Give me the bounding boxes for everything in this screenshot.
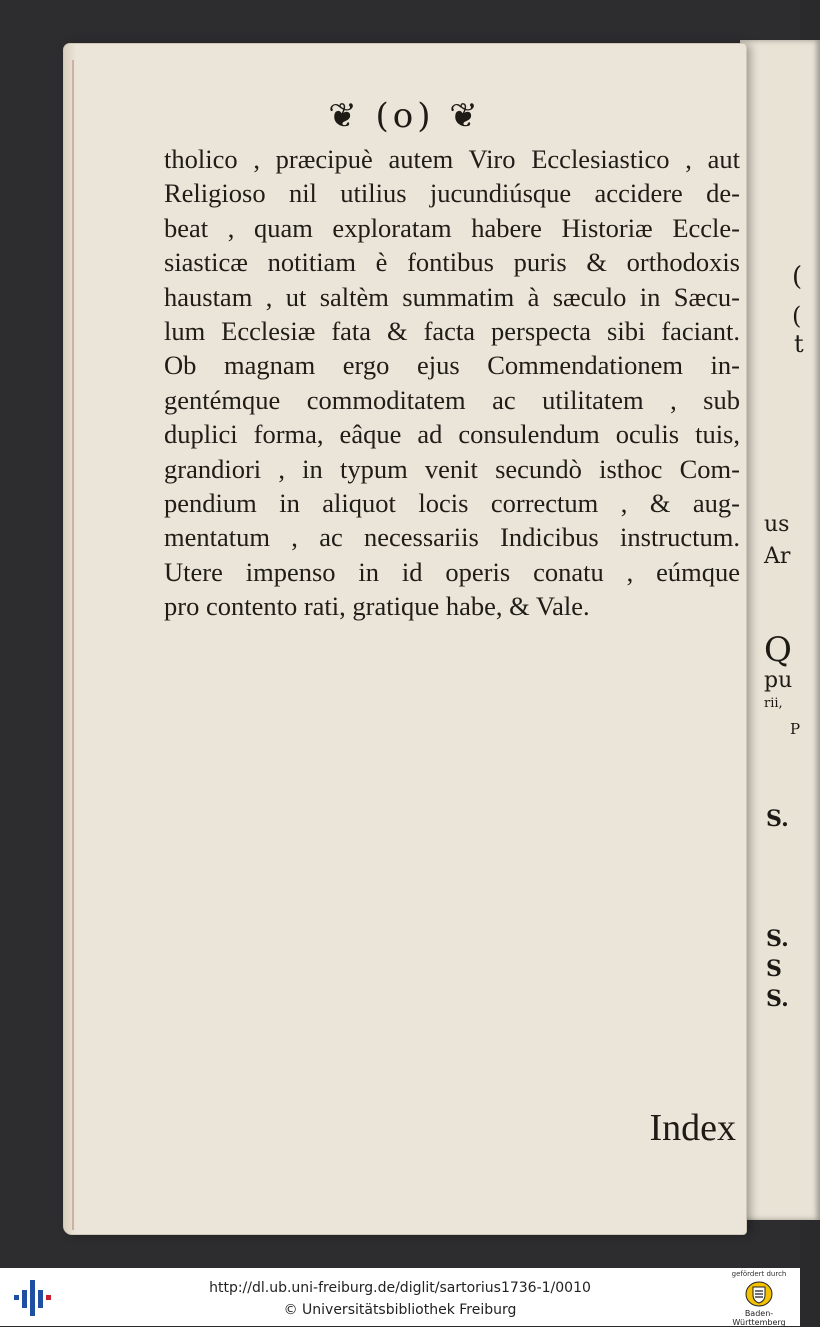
text-line: lum Ecclesiæ fata & facta perspecta sibi faciant. [164, 316, 740, 347]
text-line: gentémque commoditatem ac utilitatem , sub [164, 384, 740, 415]
facing-page-fragment: ( [792, 262, 803, 292]
facing-page-edge [740, 40, 820, 1220]
facing-page-fragment: Ar [764, 544, 791, 569]
sponsor-caption: gefördert durch [731, 1270, 787, 1278]
text-line: siasticæ notitiam è fontibus puris & orthodoxis [164, 247, 740, 278]
facing-page-fragment: Q [764, 630, 792, 670]
facing-page-fragment: P [790, 720, 801, 738]
text-line: grandiori , in typum venit secundò isthoc Com- [164, 453, 740, 484]
page-header-ornament: ❦ (o) ❦ [328, 96, 482, 136]
facing-page-fragment: S. [766, 926, 789, 952]
facing-page-fragment: S. [766, 806, 789, 832]
facing-page-fragment: rii, [764, 696, 783, 711]
facing-page-fragment: us [764, 512, 790, 537]
facing-page-fragment: pu [764, 668, 793, 693]
sponsor-name: Baden-Württemberg [732, 1309, 786, 1327]
copyright-notice: © Universitätsbibliothek Freiburg [283, 1302, 517, 1318]
page-edge-stain [72, 60, 74, 1230]
text-line: duplici forma, eâque ad consulendum oculis tuis, [164, 419, 740, 450]
page-body-text [164, 142, 740, 624]
text-line: pro contento rati, gratique habe, & Vale. [164, 591, 590, 622]
text-line: Religioso nil utilius jucundiúsque accidere de- [164, 178, 740, 209]
facing-page-fragment: S. [766, 986, 789, 1012]
text-line: pendium in aliquot locis correctum , & aug- [164, 488, 740, 519]
facing-page-fragment: t [794, 330, 804, 358]
viewer-footer [0, 1268, 800, 1326]
facing-page-fragment: S [766, 956, 782, 982]
catchword: Index [649, 1107, 736, 1149]
text-line: mentatum , ac necessariis Indicibus instructum. [164, 522, 740, 553]
book-page [64, 44, 746, 1234]
text-line: haustam , ut saltèm summatim à sæculo in Sæcu- [164, 281, 740, 312]
text-line: Utere impenso in id operis conatu , eúmque [164, 556, 740, 587]
facing-page-fragment: ( [792, 302, 802, 330]
permalink-url[interactable]: http://dl.ub.uni-freiburg.de/diglit/sartorius1736-1/0010 [209, 1280, 591, 1296]
text-line: Ob magnam ergo ejus Commendationem in- [164, 350, 740, 381]
text-line: beat , quam exploratam habere Historiæ Eccle- [164, 212, 740, 243]
text-line: tholico , præcipuè autem Viro Ecclesiastico , aut [164, 144, 740, 174]
sponsor-badge[interactable] [722, 1270, 796, 1327]
state-crest-icon [744, 1280, 774, 1308]
